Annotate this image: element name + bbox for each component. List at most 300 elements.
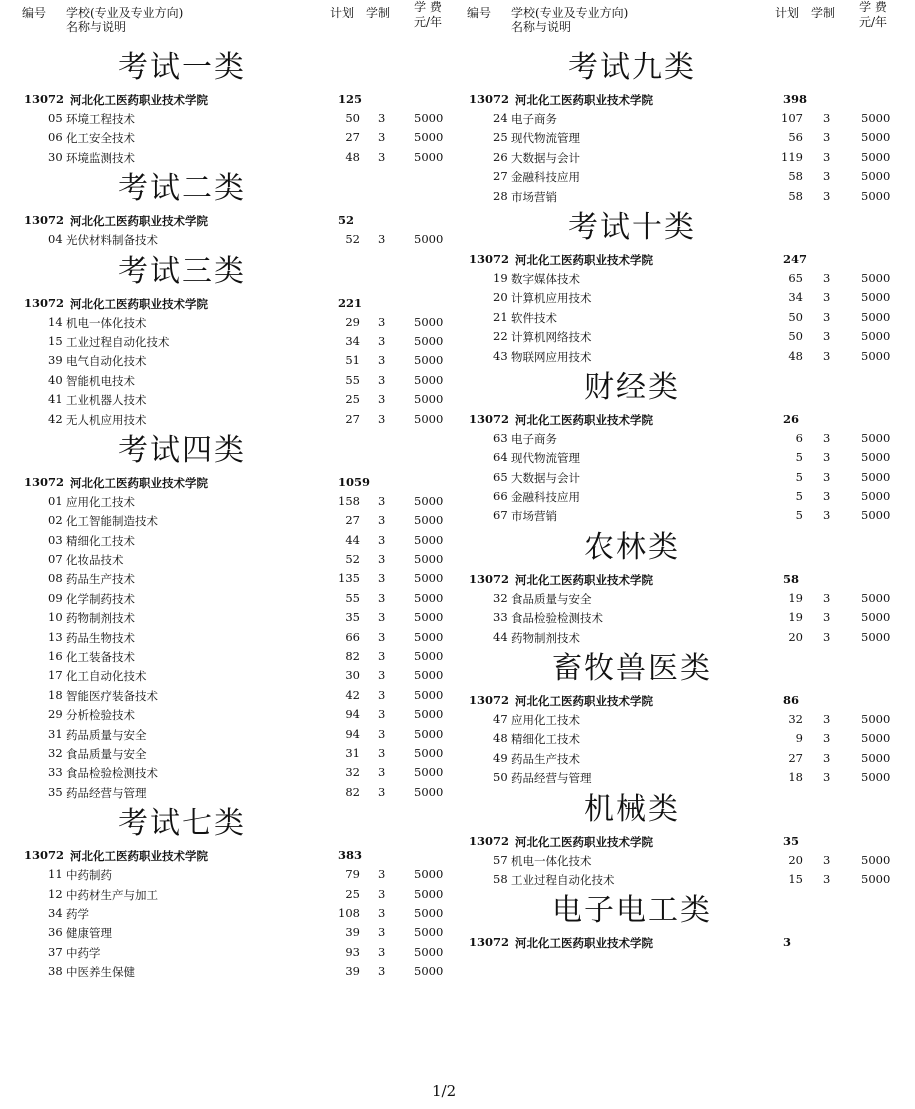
category-section (467, 790, 907, 890)
major-plan: 19 (788, 610, 803, 625)
major-code: 02 (48, 513, 63, 528)
major-duration: 3 (378, 149, 386, 164)
major-fee: 5000 (414, 944, 444, 959)
school-code: 13072 (469, 935, 510, 950)
major-name: 数字媒体技术 (511, 271, 580, 286)
major-code: 34 (48, 905, 63, 920)
major-code: 08 (48, 571, 63, 586)
major-name: 中医养生保健 (66, 965, 135, 980)
major-duration: 3 (823, 111, 831, 125)
major-code: 06 (48, 130, 63, 145)
category-title: 考试四类 (118, 432, 246, 468)
major-duration: 3 (378, 111, 386, 125)
major-plan: 93 (345, 944, 360, 959)
major-duration: 3 (378, 944, 386, 959)
major-plan: 39 (345, 925, 360, 940)
major-fee: 5000 (861, 610, 891, 625)
major-code: 50 (493, 770, 508, 785)
major-name: 中药制药 (66, 868, 112, 883)
school-row (467, 90, 907, 109)
major-fee: 5000 (414, 687, 444, 702)
major-plan: 58 (788, 169, 803, 184)
major-fee: 5000 (414, 590, 444, 605)
major-name: 药物制剂技术 (66, 611, 135, 626)
major-duration: 3 (823, 450, 831, 465)
major-name: 应用化工技术 (66, 494, 135, 509)
major-plan: 34 (345, 333, 360, 348)
major-fee: 5000 (414, 571, 444, 586)
table-row (467, 269, 907, 288)
category-title: 畜牧兽医类 (552, 651, 712, 687)
major-name: 现代物流管理 (511, 131, 580, 146)
major-name: 分析检验技术 (66, 708, 135, 723)
major-code: 32 (48, 745, 63, 760)
major-duration: 3 (378, 726, 386, 741)
table-row (22, 351, 452, 370)
major-name: 智能机电技术 (66, 373, 135, 388)
major-code: 32 (493, 590, 508, 605)
major-code: 20 (493, 290, 508, 305)
category-title: 电子电工类 (552, 893, 712, 929)
major-code: 44 (493, 629, 508, 644)
major-code: 18 (48, 687, 63, 702)
school-name: 河北化工医药职业技术学院 (515, 252, 653, 267)
major-plan: 50 (788, 329, 803, 344)
major-fee: 5000 (414, 784, 444, 799)
major-duration: 3 (823, 610, 831, 625)
major-code: 16 (48, 649, 63, 664)
major-plan: 32 (788, 712, 803, 727)
major-plan: 107 (781, 111, 803, 125)
school-row (22, 211, 452, 230)
category-section (22, 804, 452, 981)
school-code: 13072 (469, 833, 510, 848)
table-row (467, 729, 907, 748)
major-plan: 15 (788, 871, 803, 886)
major-name: 药品生产技术 (66, 572, 135, 587)
major-duration: 3 (378, 552, 386, 567)
school-row (467, 691, 907, 710)
major-fee: 5000 (414, 532, 444, 547)
major-duration: 3 (378, 590, 386, 605)
header-name: 学校(专业及专业方向) 名称与说明 (66, 6, 184, 34)
major-fee: 5000 (414, 232, 444, 247)
major-name: 大数据与会计 (511, 150, 580, 165)
major-code: 10 (48, 610, 63, 625)
major-code: 09 (48, 590, 63, 605)
major-fee: 5000 (861, 111, 891, 125)
major-code: 04 (48, 232, 63, 247)
major-fee: 5000 (861, 149, 891, 164)
major-plan: 50 (788, 309, 803, 324)
major-plan: 27 (345, 513, 360, 528)
major-fee: 5000 (414, 668, 444, 683)
major-name: 无人机应用技术 (66, 412, 147, 427)
major-name: 环境工程技术 (66, 112, 135, 126)
major-code: 35 (48, 784, 63, 799)
major-fee: 5000 (861, 731, 891, 746)
major-code: 03 (48, 532, 63, 547)
major-duration: 3 (823, 169, 831, 184)
category-title: 考试二类 (118, 171, 246, 207)
school-plan-total: 86 (783, 693, 800, 708)
column-header (467, 0, 907, 46)
major-duration: 3 (378, 964, 386, 979)
major-code: 42 (48, 411, 63, 426)
major-duration: 3 (378, 610, 386, 625)
major-fee: 5000 (861, 188, 891, 203)
major-fee: 5000 (861, 469, 891, 484)
major-duration: 3 (823, 130, 831, 145)
table-row (22, 686, 452, 705)
major-fee: 5000 (414, 372, 444, 387)
major-name: 食品质量与安全 (511, 591, 592, 606)
major-code: 64 (493, 450, 508, 465)
major-name: 药品经营与管理 (66, 785, 147, 800)
school-plan-total: 52 (338, 213, 355, 228)
major-name: 药物制剂技术 (511, 630, 580, 645)
major-duration: 3 (378, 925, 386, 940)
school-name: 河北化工医药职业技术学院 (515, 572, 653, 587)
major-plan: 119 (781, 149, 803, 164)
major-fee: 5000 (861, 430, 891, 445)
school-code: 13072 (24, 213, 65, 228)
school-code: 13072 (469, 571, 510, 586)
major-duration: 3 (378, 513, 386, 528)
school-plan-total: 383 (338, 848, 363, 863)
major-code: 13 (48, 629, 63, 644)
header-fee: 学 费 元/年 (859, 0, 888, 29)
major-name: 工业过程自动化技术 (66, 334, 170, 349)
major-code: 67 (493, 508, 508, 523)
major-plan: 50 (345, 111, 360, 125)
major-duration: 3 (378, 372, 386, 387)
major-code: 07 (48, 552, 63, 567)
major-name: 化工安全技术 (66, 131, 135, 146)
major-fee: 5000 (414, 333, 444, 348)
major-name: 工业过程自动化技术 (511, 872, 615, 887)
major-plan: 31 (345, 745, 360, 760)
major-fee: 5000 (414, 314, 444, 329)
major-duration: 3 (378, 411, 386, 426)
major-plan: 39 (345, 964, 360, 979)
major-code: 41 (48, 392, 63, 407)
major-duration: 3 (823, 590, 831, 605)
table-row (467, 109, 907, 128)
major-code: 39 (48, 353, 63, 368)
school-name: 河北化工医药职业技术学院 (515, 834, 653, 849)
table-row (467, 468, 907, 487)
school-name: 河北化工医药职业技术学院 (515, 936, 653, 951)
major-fee: 5000 (861, 348, 891, 363)
category-section (467, 528, 907, 647)
major-plan: 56 (788, 130, 803, 145)
major-plan: 94 (345, 707, 360, 722)
table-row (467, 589, 907, 608)
major-name: 大数据与会计 (511, 470, 580, 485)
major-fee: 5000 (861, 290, 891, 305)
table-row (22, 492, 452, 511)
major-name: 药学 (66, 906, 89, 921)
school-plan-total: 221 (338, 295, 363, 310)
major-code: 65 (493, 469, 508, 484)
major-fee: 5000 (414, 353, 444, 368)
major-fee: 5000 (414, 964, 444, 979)
school-plan-total: 1059 (338, 474, 371, 489)
table-row (22, 647, 452, 666)
table-row (467, 187, 907, 206)
table-row (467, 167, 907, 186)
category-section (467, 208, 907, 366)
major-fee: 5000 (861, 489, 891, 504)
major-name: 工业机器人技术 (66, 393, 147, 408)
major-duration: 3 (378, 629, 386, 644)
major-code: 15 (48, 333, 63, 348)
major-duration: 3 (823, 348, 831, 363)
major-duration: 3 (823, 188, 831, 203)
major-name: 市场营销 (511, 509, 557, 524)
school-code: 13072 (469, 693, 510, 708)
major-duration: 3 (378, 784, 386, 799)
table-row (22, 962, 452, 981)
major-duration: 3 (378, 707, 386, 722)
category-section (467, 368, 907, 526)
table-row (467, 608, 907, 627)
table-row (467, 148, 907, 167)
major-name: 金融科技应用 (511, 490, 580, 505)
major-duration: 3 (823, 770, 831, 785)
major-fee: 5000 (414, 610, 444, 625)
category-title: 财经类 (584, 369, 680, 405)
major-code: 47 (493, 712, 508, 727)
major-code: 27 (493, 169, 508, 184)
major-duration: 3 (378, 905, 386, 920)
major-code: 14 (48, 314, 63, 329)
major-plan: 20 (788, 629, 803, 644)
school-name: 河北化工医药职业技术学院 (515, 93, 653, 107)
major-name: 化学制药技术 (66, 591, 135, 606)
school-plan-total: 398 (783, 92, 808, 106)
major-code: 63 (493, 430, 508, 445)
table-row (467, 487, 907, 506)
major-plan: 51 (345, 353, 360, 368)
major-duration: 3 (823, 489, 831, 504)
major-name: 食品检验检测技术 (511, 611, 603, 626)
header-plan: 计划 (775, 6, 800, 20)
major-plan: 108 (338, 905, 360, 920)
category-section (22, 431, 452, 802)
school-name: 河北化工医药职业技术学院 (70, 475, 208, 490)
category-section (22, 169, 452, 249)
school-row (22, 846, 452, 865)
category-title: 考试三类 (118, 253, 246, 289)
major-plan: 27 (345, 130, 360, 145)
major-code: 24 (493, 111, 508, 125)
major-name: 精细化工技术 (511, 732, 580, 747)
major-fee: 5000 (861, 169, 891, 184)
major-duration: 3 (378, 867, 386, 882)
major-duration: 3 (378, 765, 386, 780)
table-row (22, 705, 452, 724)
major-duration: 3 (823, 270, 831, 285)
major-name: 化工自动化技术 (66, 669, 147, 684)
major-name: 机电一体化技术 (66, 315, 147, 330)
major-code: 05 (48, 111, 63, 125)
table-row (22, 628, 452, 647)
major-plan: 18 (788, 770, 803, 785)
major-code: 21 (493, 309, 508, 324)
major-code: 33 (493, 610, 508, 625)
major-duration: 3 (378, 649, 386, 664)
school-row (467, 410, 907, 429)
major-fee: 5000 (414, 513, 444, 528)
major-plan: 34 (788, 290, 803, 305)
major-code: 22 (493, 329, 508, 344)
table-row (22, 550, 452, 569)
school-name: 河北化工医药职业技术学院 (70, 214, 208, 229)
major-duration: 3 (823, 871, 831, 886)
table-row (22, 390, 452, 409)
major-duration: 3 (823, 309, 831, 324)
major-fee: 5000 (414, 130, 444, 145)
major-plan: 48 (788, 348, 803, 363)
major-plan: 65 (788, 270, 803, 285)
major-plan: 79 (345, 867, 360, 882)
major-fee: 5000 (414, 765, 444, 780)
major-code: 33 (48, 765, 63, 780)
major-code: 30 (48, 149, 63, 164)
major-fee: 5000 (414, 707, 444, 722)
major-name: 健康管理 (66, 926, 112, 941)
major-code: 58 (493, 871, 508, 886)
major-duration: 3 (823, 508, 831, 523)
major-duration: 3 (823, 329, 831, 344)
major-duration: 3 (378, 745, 386, 760)
major-fee: 5000 (414, 392, 444, 407)
school-row (467, 933, 907, 952)
major-name: 环境监测技术 (66, 150, 135, 165)
school-row (467, 832, 907, 851)
major-plan: 52 (345, 232, 360, 247)
major-fee: 5000 (861, 750, 891, 765)
major-fee: 5000 (861, 629, 891, 644)
table-row (22, 608, 452, 627)
header-duration: 学制 (366, 6, 391, 20)
major-fee: 5000 (861, 329, 891, 344)
major-fee: 5000 (414, 745, 444, 760)
table-row (22, 943, 452, 962)
school-code: 13072 (469, 411, 510, 426)
major-duration: 3 (823, 750, 831, 765)
major-name: 药品质量与安全 (66, 727, 147, 742)
major-duration: 3 (823, 712, 831, 727)
major-plan: 29 (345, 314, 360, 329)
table-row (22, 128, 452, 147)
category-title: 考试九类 (568, 50, 696, 85)
major-code: 12 (48, 886, 63, 901)
major-duration: 3 (823, 290, 831, 305)
major-duration: 3 (378, 333, 386, 348)
major-name: 精细化工技术 (66, 533, 135, 548)
left-sections (22, 48, 452, 982)
major-name: 市场营销 (511, 189, 557, 204)
table-row (22, 313, 452, 332)
table-row (22, 666, 452, 685)
major-code: 48 (493, 731, 508, 746)
table-row (467, 429, 907, 448)
major-code: 66 (493, 489, 508, 504)
major-name: 物联网应用技术 (511, 349, 592, 364)
major-duration: 3 (823, 731, 831, 746)
school-plan-total: 26 (783, 411, 800, 426)
category-section (467, 649, 907, 788)
major-name: 金融科技应用 (511, 170, 580, 185)
major-code: 37 (48, 944, 63, 959)
major-plan: 82 (345, 784, 360, 799)
major-fee: 5000 (414, 629, 444, 644)
page-number: 1/2 (432, 1082, 457, 1100)
table-row (467, 327, 907, 346)
major-duration: 3 (378, 493, 386, 508)
major-plan: 25 (345, 392, 360, 407)
header-code: 编号 (467, 6, 492, 20)
school-code: 13072 (24, 848, 65, 863)
table-row (22, 410, 452, 429)
major-plan: 27 (345, 411, 360, 426)
table-row (22, 885, 452, 904)
major-name: 计算机应用技术 (511, 291, 592, 306)
table-row (467, 128, 907, 147)
major-name: 药品生物技术 (66, 630, 135, 645)
major-code: 40 (48, 372, 63, 387)
major-fee: 5000 (861, 270, 891, 285)
major-duration: 3 (378, 687, 386, 702)
major-fee: 5000 (861, 130, 891, 145)
major-plan: 48 (345, 149, 360, 164)
major-fee: 5000 (414, 149, 444, 164)
major-duration: 3 (823, 852, 831, 867)
school-row (22, 90, 452, 109)
school-plan-total: 58 (783, 571, 800, 586)
major-duration: 3 (378, 232, 386, 247)
table-row (22, 230, 452, 249)
school-name: 河北化工医药职业技术学院 (70, 296, 208, 311)
major-plan: 58 (788, 188, 803, 203)
major-fee: 5000 (861, 712, 891, 727)
major-code: 17 (48, 668, 63, 683)
table-row (22, 904, 452, 923)
school-code: 13072 (24, 92, 65, 106)
major-fee: 5000 (414, 726, 444, 741)
school-name: 河北化工医药职业技术学院 (515, 412, 653, 427)
right-sections (467, 48, 907, 952)
table-row (22, 923, 452, 942)
major-plan: 30 (345, 668, 360, 683)
major-fee: 5000 (414, 905, 444, 920)
major-code: 25 (493, 130, 508, 145)
category-section (467, 891, 907, 952)
major-fee: 5000 (861, 450, 891, 465)
school-code: 13072 (469, 251, 510, 266)
major-name: 中药学 (66, 945, 101, 960)
table-row (22, 865, 452, 884)
major-duration: 3 (378, 130, 386, 145)
table-row (22, 725, 452, 744)
right-column (467, 0, 907, 952)
major-code: 31 (48, 726, 63, 741)
major-plan: 66 (345, 629, 360, 644)
major-plan: 32 (345, 765, 360, 780)
